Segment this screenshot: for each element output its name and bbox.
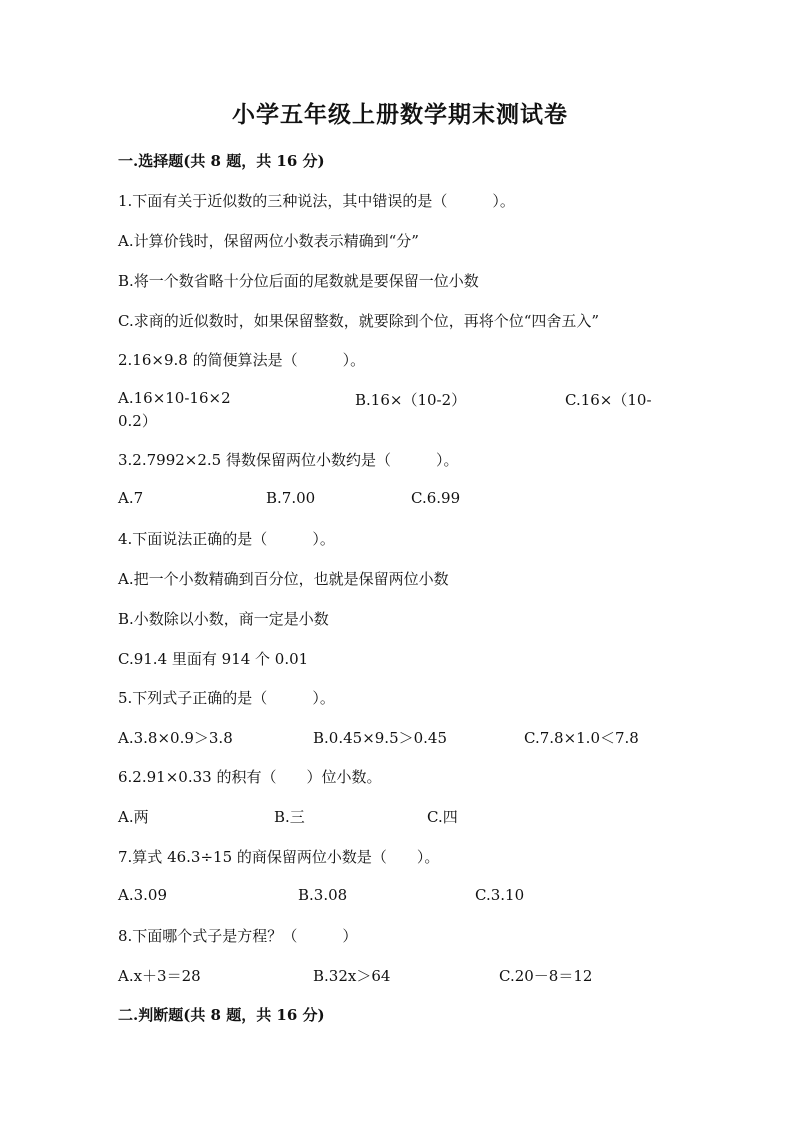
- page-title: 小学五年级上册数学期末测试卷: [232, 101, 568, 128]
- question-7-option-a: A.3.09: [118, 886, 167, 904]
- question-7: 7.算式 46.3÷15 的商保留两位小数是（ ）。: [118, 848, 440, 866]
- question-5-option-a: A.3.8×0.9＞3.8: [118, 729, 233, 747]
- question-6-option-a: A.两: [118, 808, 149, 826]
- question-6-option-b: B.三: [274, 808, 305, 826]
- question-2: 2.16×9.8 的简便算法是（ ）。: [118, 351, 366, 369]
- question-8-option-a: A.x＋3＝28: [118, 967, 201, 985]
- question-4-option-a: A.把一个小数精确到百分位，也就是保留两位小数: [118, 570, 449, 588]
- question-7-option-b: B.3.08: [298, 886, 348, 904]
- question-5-option-b: B.0.45×9.5＞0.45: [313, 729, 448, 747]
- question-4-option-c: C.91.4 里面有 914 个 0.01: [118, 650, 309, 668]
- question-3-option-c: C.6.99: [411, 489, 461, 507]
- question-3-option-a: A.7: [118, 489, 144, 507]
- question-4: 4.下面说法正确的是（ ）。: [118, 530, 335, 548]
- question-5: 5.下列式子正确的是（ ）。: [118, 689, 335, 707]
- question-1-option-a: A.计算价钱时，保留两位小数表示精确到“分”: [118, 232, 419, 250]
- question-3-option-b: B.7.00: [266, 489, 316, 507]
- question-8-option-c: C.20－8＝12: [499, 967, 593, 985]
- question-7-option-c: C.3.10: [475, 886, 525, 904]
- section-heading-judgement: 二.判断题(共 8 题，共 16 分): [118, 1006, 325, 1024]
- question-1-option-c: C.求商的近似数时，如果保留整数，就要除到个位，再将个位“四舍五入”: [118, 312, 600, 330]
- question-8: 8.下面哪个式子是方程？（ ）: [118, 927, 358, 945]
- question-2-option-c-continued: 0.2）: [118, 412, 157, 430]
- question-2-option-a: A.16×10-16×2: [118, 389, 231, 407]
- question-6-option-c: C.四: [427, 808, 458, 826]
- question-2-option-b: B.16×（10-2）: [355, 391, 467, 409]
- question-1-option-b: B.将一个数省略十分位后面的尾数就是要保留一位小数: [118, 272, 479, 290]
- question-2-option-c: C.16×（10-: [565, 391, 652, 409]
- question-4-option-b: B.小数除以小数，商一定是小数: [118, 610, 329, 628]
- question-3: 3.2.7992×2.5 得数保留两位小数约是（ ）。: [118, 451, 459, 469]
- question-1: 1.下面有关于近似数的三种说法，其中错误的是（ ）。: [118, 192, 515, 210]
- question-6: 6.2.91×0.33 的积有（ ）位小数。: [118, 768, 382, 786]
- question-8-option-b: B.32x＞64: [313, 967, 391, 985]
- section-heading-choice: 一.选择题(共 8 题，共 16 分): [118, 152, 325, 170]
- question-5-option-c: C.7.8×1.0＜7.8: [524, 729, 639, 747]
